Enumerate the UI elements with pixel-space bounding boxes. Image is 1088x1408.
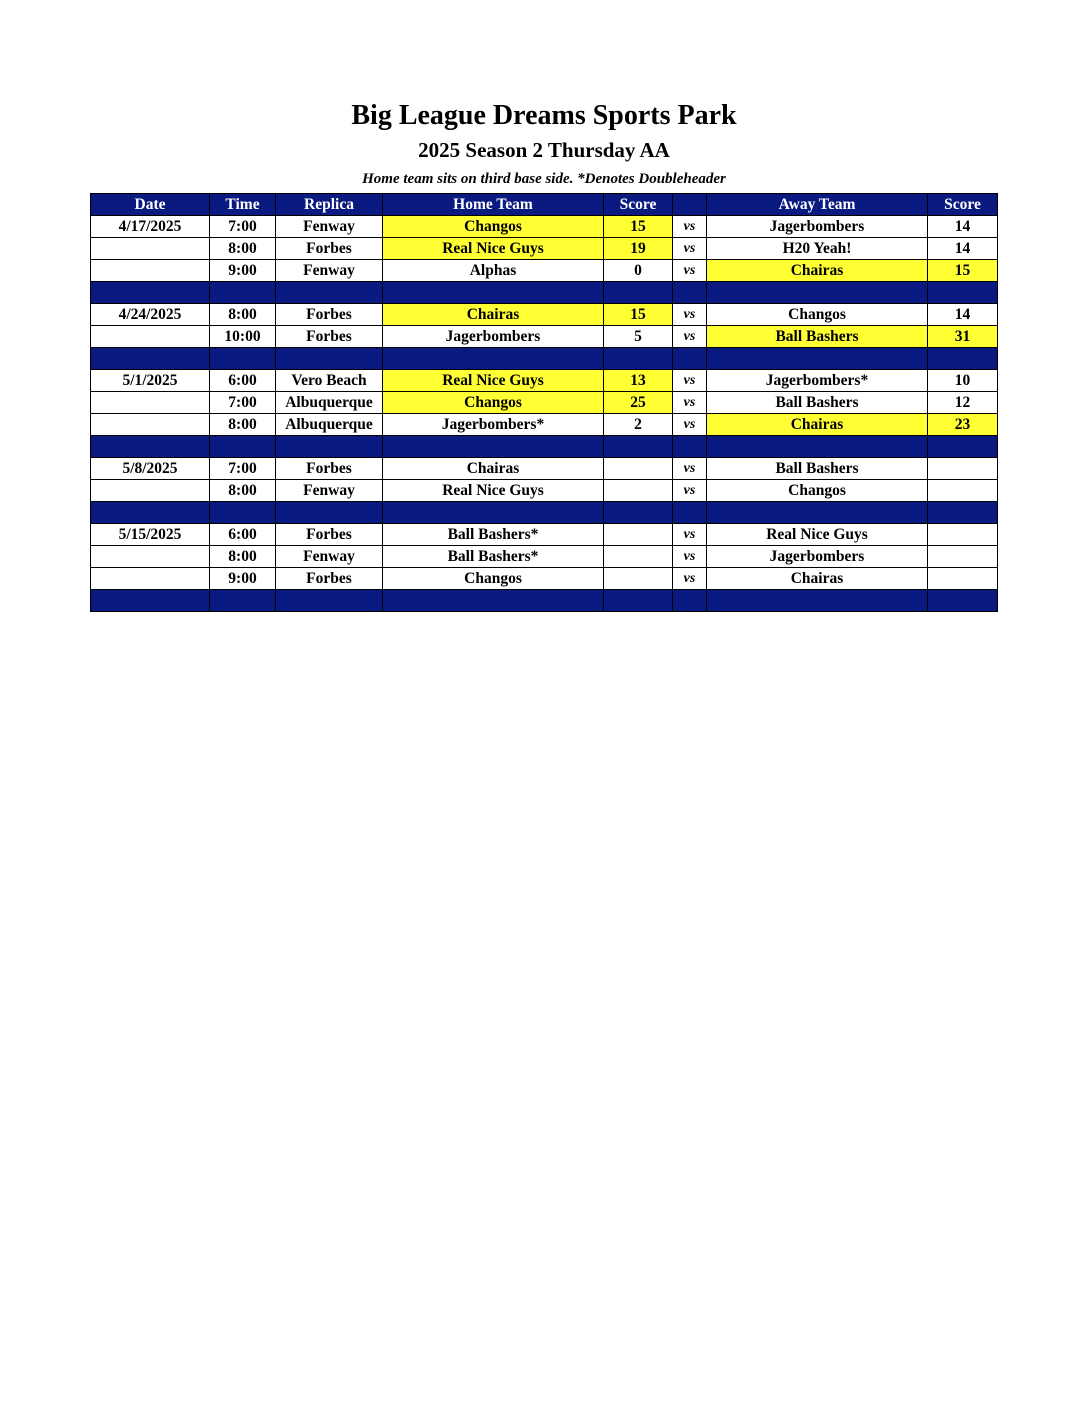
home-score-cell	[604, 524, 673, 546]
table-row	[91, 216, 998, 238]
away-team-cell: Changos	[707, 304, 928, 326]
date-cell	[91, 326, 210, 348]
away-score-cell	[928, 524, 998, 546]
time-cell: 8:00	[210, 480, 276, 502]
vs-cell: vs	[673, 568, 707, 590]
away-score-cell: 31	[928, 326, 998, 348]
header-home-team: Home Team	[383, 194, 604, 216]
replica-cell: Forbes	[276, 238, 383, 260]
date-cell: 5/1/2025	[91, 370, 210, 392]
header-replica: Replica	[276, 194, 383, 216]
doubleheader-note: Home team sits on third base side. *Denotes Doubleheader	[362, 171, 726, 187]
vs-cell: vs	[673, 480, 707, 502]
home-score-cell: 15	[604, 216, 673, 238]
away-team-cell: Ball Bashers	[707, 392, 928, 414]
page-subtitle: 2025 Season 2 Thursday AA	[418, 138, 670, 162]
vs-cell: vs	[673, 326, 707, 348]
home-team-cell: Ball Bashers*	[383, 546, 604, 568]
vs-cell: vs	[673, 524, 707, 546]
vs-cell: vs	[673, 414, 707, 436]
date-cell	[91, 392, 210, 414]
home-team-cell: Real Nice Guys	[383, 480, 604, 502]
home-team-cell: Chairas	[383, 304, 604, 326]
replica-cell: Forbes	[276, 524, 383, 546]
away-score-cell: 12	[928, 392, 998, 414]
time-cell: 8:00	[210, 414, 276, 436]
away-score-cell: 14	[928, 238, 998, 260]
date-cell	[91, 260, 210, 282]
date-cell	[91, 238, 210, 260]
replica-cell: Fenway	[276, 260, 383, 282]
home-team-cell: Alphas	[383, 260, 604, 282]
date-cell: 5/15/2025	[91, 524, 210, 546]
header-date: Date	[91, 194, 210, 216]
time-cell: 6:00	[210, 370, 276, 392]
away-team-cell: Jagerbombers	[707, 546, 928, 568]
away-score-cell	[928, 480, 998, 502]
table-row	[91, 392, 998, 414]
table-row	[91, 480, 998, 502]
separator-row	[91, 282, 998, 304]
replica-cell: Fenway	[276, 546, 383, 568]
separator-row	[91, 590, 998, 612]
away-score-cell: 14	[928, 216, 998, 238]
away-team-cell: Chairas	[707, 414, 928, 436]
separator-row	[91, 502, 998, 524]
away-team-cell: Changos	[707, 480, 928, 502]
table-row	[91, 414, 998, 436]
header-home-score: Score	[604, 194, 673, 216]
date-cell	[91, 414, 210, 436]
time-cell: 7:00	[210, 216, 276, 238]
table-row	[91, 370, 998, 392]
home-team-cell: Changos	[383, 568, 604, 590]
away-score-cell	[928, 458, 998, 480]
time-cell: 8:00	[210, 546, 276, 568]
time-cell: 9:00	[210, 568, 276, 590]
away-team-cell: Ball Bashers	[707, 326, 928, 348]
replica-cell: Forbes	[276, 568, 383, 590]
vs-cell: vs	[673, 304, 707, 326]
home-team-cell: Jagerbombers*	[383, 414, 604, 436]
home-team-cell: Changos	[383, 392, 604, 414]
away-score-cell: 14	[928, 304, 998, 326]
header-time: Time	[210, 194, 276, 216]
away-team-cell: Chairas	[707, 568, 928, 590]
home-score-cell	[604, 480, 673, 502]
home-score-cell: 19	[604, 238, 673, 260]
replica-cell: Fenway	[276, 216, 383, 238]
home-team-cell: Jagerbombers	[383, 326, 604, 348]
separator-row	[91, 436, 998, 458]
away-team-cell: Chairas	[707, 260, 928, 282]
vs-cell: vs	[673, 216, 707, 238]
table-row	[91, 238, 998, 260]
header-vs	[673, 194, 707, 216]
table-header-row	[91, 194, 998, 216]
away-score-cell	[928, 546, 998, 568]
time-cell: 7:00	[210, 458, 276, 480]
home-score-cell	[604, 458, 673, 480]
home-team-cell: Changos	[383, 216, 604, 238]
home-team-cell: Chairas	[383, 458, 604, 480]
table-row	[91, 326, 998, 348]
date-cell	[91, 546, 210, 568]
home-score-cell: 25	[604, 392, 673, 414]
replica-cell: Forbes	[276, 304, 383, 326]
vs-cell: vs	[673, 546, 707, 568]
home-score-cell: 2	[604, 414, 673, 436]
table-row	[91, 260, 998, 282]
home-team-cell: Real Nice Guys	[383, 238, 604, 260]
home-score-cell: 15	[604, 304, 673, 326]
separator-row	[91, 348, 998, 370]
header-away-score: Score	[928, 194, 998, 216]
replica-cell: Albuquerque	[276, 392, 383, 414]
replica-cell: Forbes	[276, 326, 383, 348]
header-away-team: Away Team	[707, 194, 928, 216]
time-cell: 6:00	[210, 524, 276, 546]
away-score-cell: 15	[928, 260, 998, 282]
home-score-cell	[604, 546, 673, 568]
away-team-cell: Ball Bashers	[707, 458, 928, 480]
date-cell	[91, 480, 210, 502]
vs-cell: vs	[673, 458, 707, 480]
schedule-table	[90, 193, 998, 612]
table-row	[91, 524, 998, 546]
home-team-cell: Real Nice Guys	[383, 370, 604, 392]
table-row	[91, 458, 998, 480]
replica-cell: Fenway	[276, 480, 383, 502]
away-team-cell: Jagerbombers	[707, 216, 928, 238]
date-cell: 4/17/2025	[91, 216, 210, 238]
vs-cell: vs	[673, 260, 707, 282]
away-team-cell: Jagerbombers*	[707, 370, 928, 392]
table-row	[91, 568, 998, 590]
date-cell	[91, 568, 210, 590]
away-score-cell: 23	[928, 414, 998, 436]
vs-cell: vs	[673, 370, 707, 392]
time-cell: 10:00	[210, 326, 276, 348]
vs-cell: vs	[673, 238, 707, 260]
table-row	[91, 546, 998, 568]
replica-cell: Vero Beach	[276, 370, 383, 392]
home-score-cell: 0	[604, 260, 673, 282]
vs-cell: vs	[673, 392, 707, 414]
away-score-cell: 10	[928, 370, 998, 392]
replica-cell: Forbes	[276, 458, 383, 480]
time-cell: 9:00	[210, 260, 276, 282]
date-cell: 4/24/2025	[91, 304, 210, 326]
time-cell: 8:00	[210, 304, 276, 326]
date-cell: 5/8/2025	[91, 458, 210, 480]
time-cell: 7:00	[210, 392, 276, 414]
replica-cell: Albuquerque	[276, 414, 383, 436]
table-row	[91, 304, 998, 326]
home-score-cell: 5	[604, 326, 673, 348]
home-score-cell: 13	[604, 370, 673, 392]
page-title: Big League Dreams Sports Park	[351, 100, 737, 131]
home-team-cell: Ball Bashers*	[383, 524, 604, 546]
home-score-cell	[604, 568, 673, 590]
away-score-cell	[928, 568, 998, 590]
time-cell: 8:00	[210, 238, 276, 260]
away-team-cell: H20 Yeah!	[707, 238, 928, 260]
away-team-cell: Real Nice Guys	[707, 524, 928, 546]
